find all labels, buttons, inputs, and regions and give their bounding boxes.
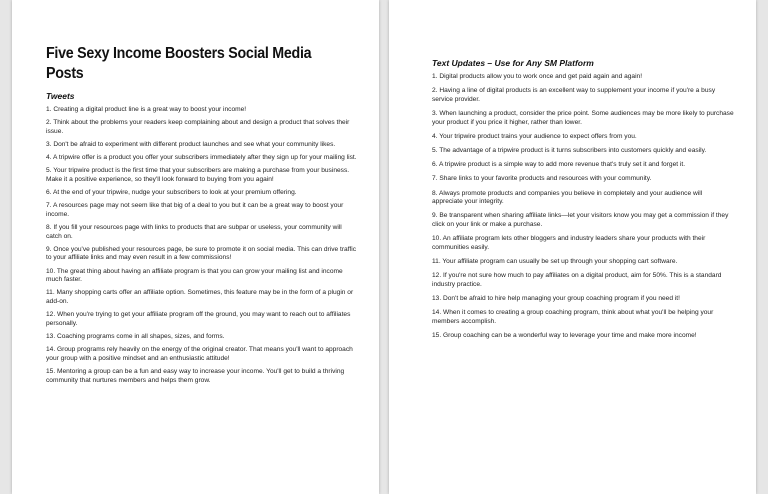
- list-item: 1. Digital products allow you to work once and get paid again and again!: [432, 73, 643, 80]
- list-item: 15. Group coaching can be a wonderful way to leverage your time and make more income!: [432, 331, 697, 339]
- document-title: Five Sexy Income Boosters Social Media Posts: [46, 45, 312, 82]
- document-page-left[interactable]: [12, 0, 379, 494]
- list-item: 4. Your tripwire product trains your audience to expect offers from you.: [432, 132, 637, 140]
- list-item: 6. A tripwire product is a simple way to add more revenue that's truly set it and forget it.: [432, 161, 686, 169]
- tweets-heading: Tweets: [46, 91, 75, 101]
- list-item: 5. The advantage of a tripwire product is it turns subscribers into customers quickly and easily.: [432, 146, 707, 154]
- list-item: 1. Creating a digital product line is a great way to boost your income!: [46, 106, 247, 113]
- text-updates-heading: Text Updates – Use for Any SM Platform: [432, 58, 594, 68]
- list-item: 13. Don't be afraid to hire help managing your group coaching program if you need it!: [432, 294, 680, 302]
- list-item: 11. Your affiliate program can usually be set up through your shopping cart software.: [432, 257, 678, 265]
- list-item: 13. Coaching programs come in all shapes, sizes, and forms.: [46, 333, 225, 340]
- list-item: 12. When you're trying to get your affiliate program off the ground, you may want to reach out to affiliates personally.: [46, 311, 351, 327]
- document-page-right[interactable]: [389, 0, 756, 494]
- list-item: 7. A resources page may not seem like that big of a deal to you but it can be a great way to boost your income.: [46, 202, 344, 218]
- list-item: 2. Having a line of digital products is an excellent way to supplement your income if you're a busy service provider.: [432, 87, 716, 103]
- list-item: 9. Be transparent when sharing affiliate links—let your visitors know you may get a commission if they click on your link or make a purchase.: [432, 212, 729, 228]
- list-item: 10. An affiliate program lets other bloggers and industry leaders share your products with their communities easily.: [432, 235, 706, 251]
- list-item: 10. The great thing about having an affiliate program is that you can grow your mailing list and income much faster.: [46, 267, 343, 284]
- list-item: 3. Don't be afraid to experiment with different product launches and see what your community likes.: [46, 140, 336, 148]
- list-item: 6. At the end of your tripwire, nudge your subscribers to look at your premium offering.: [46, 189, 297, 197]
- list-item: 4. A tripwire offer is a product you offer your subscribers immediately after they sign up for your mailing list.: [46, 154, 357, 162]
- list-item: 14. Group programs rely heavily on the energy of the original creator. That means you'll want to approach your group with a positive mindset and an enthusiastic attitude!: [46, 346, 353, 362]
- list-item: 12. If you're not sure how much to pay affiliates on a digital product, aim for 50%. This is a standard industry practice.: [432, 272, 722, 288]
- text-updates-list: [432, 73, 734, 340]
- list-item: 15. Mentoring a group can be a fun and easy way to increase your income. You'll get to build a thriving community that nurtures members and helps them grow.: [46, 367, 345, 384]
- list-item: 8. If you fill your resources page with links to products that are subpar or useless, your community will catch on.: [46, 224, 342, 240]
- list-item: 5. Your tripwire product is the first time that your subscribers are making a purchase from your business. Make it a positive experience, so they'll look forward to buying from you again!: [46, 167, 350, 183]
- list-item: 14. When it comes to creating a group coaching program, think about what you'll be helping your members accomplish.: [432, 309, 714, 325]
- list-item: 3. When launching a product, consider the price point. Some audiences may be more likely to purchase your product if you price it higher, rather than lower.: [432, 109, 734, 126]
- tweets-list: [46, 106, 357, 385]
- list-item: 9. Once you've published your resources page, be sure to promote it on social media. This can drive traffic to your affiliate links and may even result in a few commissions!: [46, 245, 356, 262]
- list-item: 7. Share links to your favorite products and resources with your community.: [432, 175, 652, 183]
- list-item: 11. Many shopping carts offer an affiliate option. Sometimes, this feature may be in the form of a plugin or add-on.: [46, 289, 354, 306]
- list-item: 8. Always promote products and companies you believe in completely and your audience will appreciate your integrity.: [432, 189, 703, 206]
- list-item: 2. Think about the problems your readers keep complaining about and design a product that solves their issue.: [46, 119, 350, 135]
